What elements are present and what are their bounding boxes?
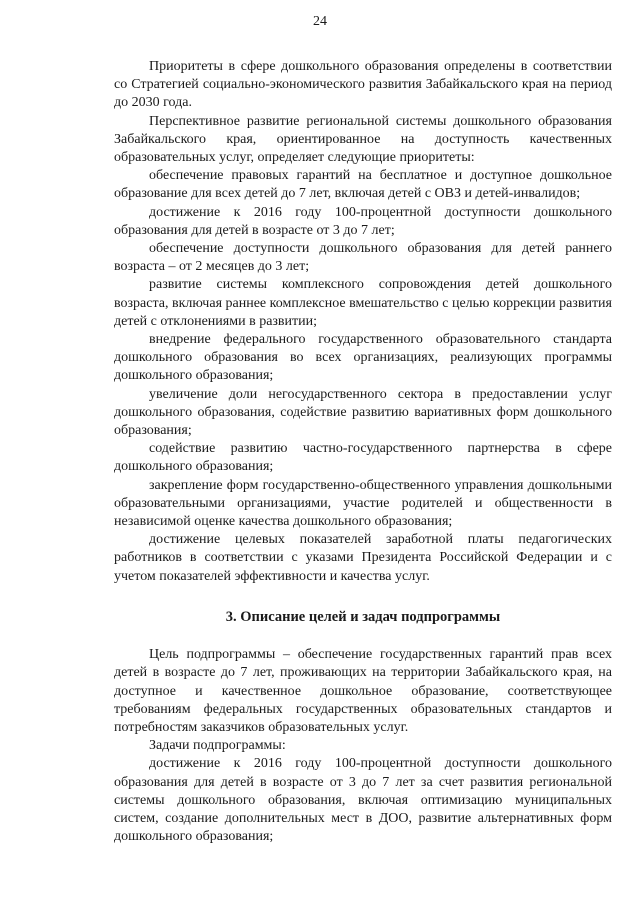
priority-item: содействие развитию частно-государственного партнерства в сфере дошкольного образования;	[114, 441, 612, 475]
page-content	[114, 58, 612, 846]
paragraph: Приоритеты в сфере дошкольного образования определены в соответствии со Стратегией социально-экономического развития Забайкальского края на период до 2030 года.	[114, 59, 612, 111]
task-item: достижение к 2016 году 100-процентной доступности дошкольного образования для детей в возрасте от 3 до 7 лет за счет развития региональной системы дошкольного образования, включая оптимизацию муниципальных систем, создание дополнительных мест в ДОО, развитие альтернативных форм дошкольного образования;	[114, 756, 612, 845]
priority-item: достижение целевых показателей заработной платы педагогических работников в соответствии с указами Президента Российской Федерации и с учетом показателей эффективности и качества услуг.	[114, 532, 612, 584]
priority-item: развитие системы комплексного сопровождения детей дошкольного возраста, включая раннее комплексное вмешательство с целью коррекции развития детей с отклонениями в развитии;	[114, 277, 612, 329]
paragraph: Перспективное развитие региональной системы дошкольного образования Забайкальского края, ориентированное на доступность качественных образовательных услуг, определяет следующие приоритеты:	[114, 113, 612, 166]
tasks-label: Задачи подпрограммы:	[149, 738, 286, 754]
priority-item: обеспечение доступности дошкольного образования для детей раннего возраста – от 2 месяцев до 3 лет;	[114, 241, 612, 275]
priority-item: достижение к 2016 году 100-процентной доступности дошкольного образования для детей в возрасте от 3 до 7 лет;	[114, 204, 612, 238]
priority-item: внедрение федерального государственного образовательного стандарта дошкольного образования во всех организациях, реализующих программы дошкольного образования;	[114, 332, 612, 384]
page-number: 24	[313, 14, 327, 29]
priority-item: увеличение доли негосударственного сектора в предоставлении услуг дошкольного образования, содействие развитию вариативных форм дошкольного образования;	[114, 386, 612, 439]
priority-item: закрепление форм государственно-общественного управления дошкольными образовательными организациями, участие родителей и общественности в независимой оценке качества дошкольного образования;	[114, 477, 612, 530]
goal-paragraph: Цель подпрограммы – обеспечение государственных гарантий прав всех детей в возрасте до 7 лет, проживающих на территории Забайкальского края, на доступное и качественное дошкольное образование, соответствующее требованиям федеральных государственных образовательных стандартов и потребностям заказчиков образовательных услуг.	[114, 647, 612, 735]
priority-item: обеспечение правовых гарантий на бесплатное и доступное дошкольное образование для всех детей до 7 лет, включая детей с ОВЗ и детей-инвалидов;	[114, 168, 612, 202]
section-heading: 3. Описание целей и задач подпрограммы	[225, 608, 501, 625]
